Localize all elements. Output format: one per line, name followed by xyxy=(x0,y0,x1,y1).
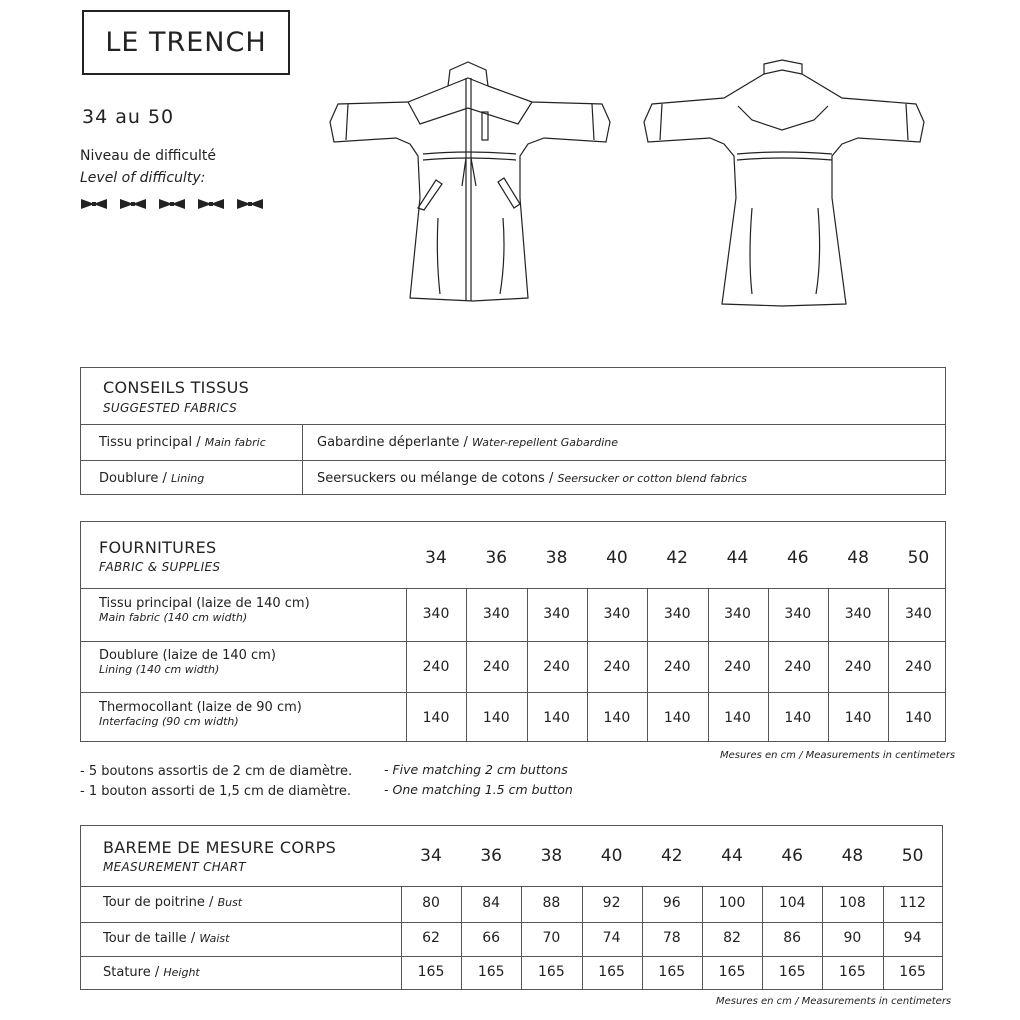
supplies-cell: 140 xyxy=(422,710,450,726)
measurement-header-fr: BAREME DE MESURE CORPS xyxy=(103,838,337,857)
fabric-row-main-value: Gabardine déperlante / Water-repellent Gabardine xyxy=(317,435,619,450)
supplies-cell: 340 xyxy=(603,606,631,622)
difficulty-rating xyxy=(80,198,264,210)
supplies-size-header: 44 xyxy=(726,548,749,568)
measurement-row-label: Stature / Height xyxy=(103,965,200,980)
supplies-header-fr: FOURNITURES xyxy=(99,538,217,557)
measurement-size-header: 36 xyxy=(480,846,502,866)
measurement-header-en: MEASUREMENT CHART xyxy=(103,860,246,874)
supplies-cell: 140 xyxy=(603,710,631,726)
supplies-cell: 240 xyxy=(603,659,631,675)
fabrics-header-fr: CONSEILS TISSUS xyxy=(103,378,250,397)
supplies-cell: 140 xyxy=(784,710,812,726)
measurement-chart xyxy=(80,825,943,990)
bowtie-icon xyxy=(119,198,147,210)
supplies-size-header: 38 xyxy=(545,548,568,568)
supplies-cell: 340 xyxy=(784,606,812,622)
bowtie-icon xyxy=(80,198,108,210)
supplies-cell: 340 xyxy=(724,606,751,622)
measurement-cell: 96 xyxy=(662,895,681,911)
supplies-cell: 140 xyxy=(844,710,872,726)
supplies-table xyxy=(80,521,946,742)
measurement-cell: 82 xyxy=(723,930,741,946)
supplies-row-label: Doublure (laize de 140 cm) Lining (140 cm width) xyxy=(99,648,276,676)
pattern-title: LE TRENCH xyxy=(82,10,290,75)
measurement-cell: 66 xyxy=(482,930,501,946)
measurement-cell: 100 xyxy=(718,895,746,911)
supplies-cell: 340 xyxy=(663,606,691,622)
supplies-row-label: Thermocollant (laize de 90 cm) Interfacing (90 cm width) xyxy=(99,700,302,728)
measurement-cell: 70 xyxy=(542,930,561,946)
supplies-cell: 240 xyxy=(724,659,751,675)
supplies-cell: 140 xyxy=(905,710,932,726)
bowtie-icon xyxy=(197,198,225,210)
size-range: 34 au 50 xyxy=(82,106,175,128)
measurement-cell: 165 xyxy=(778,964,806,980)
fabric-row-lining-label: Doublure / Lining xyxy=(99,471,205,486)
measurement-row-label: Tour de taille / Waist xyxy=(103,931,230,946)
supplies-size-header: 36 xyxy=(485,548,508,568)
suggested-fabrics-table xyxy=(80,367,946,495)
supplies-size-header: 40 xyxy=(606,548,628,568)
bowtie-icon xyxy=(236,198,264,210)
measurement-cell: 104 xyxy=(778,895,806,911)
supplies-cell: 140 xyxy=(543,710,570,726)
measurement-size-header: 50 xyxy=(901,846,924,866)
supplies-cell: 340 xyxy=(543,606,570,622)
supplies-size-header: 34 xyxy=(425,548,447,568)
supplies-cell: 340 xyxy=(844,606,872,622)
supplies-cell: 240 xyxy=(482,659,510,675)
measurement-cell: 78 xyxy=(662,930,681,946)
supplies-cell: 240 xyxy=(422,659,450,675)
trench-front-illustration xyxy=(328,58,613,308)
measurement-cell: 165 xyxy=(658,964,686,980)
measurement-cell: 84 xyxy=(482,895,501,911)
measurement-size-header: 42 xyxy=(660,846,683,866)
measurement-cell: 165 xyxy=(839,964,866,980)
measurement-cell: 92 xyxy=(602,895,621,911)
measurement-cell: 165 xyxy=(598,964,625,980)
measurement-cell: 94 xyxy=(903,930,922,946)
measurement-cell: 165 xyxy=(417,964,445,980)
difficulty-label-fr: Niveau de difficulté xyxy=(80,148,216,164)
measurement-cell: 88 xyxy=(542,895,561,911)
measurement-cell: 80 xyxy=(422,895,440,911)
measurement-cell: 90 xyxy=(843,930,862,946)
supplies-size-header: 48 xyxy=(847,548,869,568)
measurement-cell: 62 xyxy=(422,930,440,946)
trench-back-illustration xyxy=(642,58,927,308)
measurement-size-header: 48 xyxy=(841,846,864,866)
supplies-header-en: FABRIC & SUPPLIES xyxy=(99,560,221,574)
measurement-cell: 165 xyxy=(718,964,746,980)
supplies-cell: 240 xyxy=(905,659,932,675)
measurement-size-header: 34 xyxy=(420,846,442,866)
measurement-cell: 74 xyxy=(602,930,621,946)
buttons-list-en: - Five matching 2 cm buttons - One matching 1.5 cm button xyxy=(384,762,573,797)
measurement-cell: 86 xyxy=(783,930,802,946)
supplies-cell: 240 xyxy=(663,659,691,675)
supplies-size-header: 46 xyxy=(786,548,809,568)
fabric-row-lining-value: Seersuckers ou mélange de cotons / Seersucker or cotton blend fabrics xyxy=(317,471,747,486)
supplies-size-header: 50 xyxy=(907,548,930,568)
measurement-cell: 165 xyxy=(477,964,505,980)
supplies-cell: 140 xyxy=(482,710,510,726)
measurement-cell: 165 xyxy=(538,964,565,980)
measurement-size-header: 46 xyxy=(781,846,803,866)
supplies-cell: 340 xyxy=(482,606,510,622)
supplies-row-label: Tissu principal (laize de 140 cm) Main fabric (140 cm width) xyxy=(99,596,310,624)
supplies-size-header: 42 xyxy=(666,548,688,568)
buttons-list-fr: - 5 boutons assortis de 2 cm de diamètre. - 1 bouton assorti de 1,5 cm de diamètre. xyxy=(80,764,353,799)
measurement-row-label: Tour de poitrine / Bust xyxy=(103,895,243,910)
fabrics-header-en: SUGGESTED FABRICS xyxy=(103,401,238,415)
supplies-cell: 240 xyxy=(543,659,570,675)
bowtie-icon xyxy=(158,198,186,210)
measurement-units-note: Mesures en cm / Measurements in centimeters xyxy=(716,996,952,1007)
measurement-cell: 112 xyxy=(899,895,926,911)
measurement-size-header: 44 xyxy=(721,846,743,866)
supplies-units-note: Mesures en cm / Measurements in centimeters xyxy=(720,750,956,761)
measurement-cell: 165 xyxy=(899,964,926,980)
fabric-row-main-label: Tissu principal / Main fabric xyxy=(99,435,266,450)
difficulty-label-en: Level of difficulty: xyxy=(80,170,206,186)
supplies-cell: 240 xyxy=(784,659,812,675)
supplies-cell: 140 xyxy=(663,710,691,726)
supplies-cell: 240 xyxy=(844,659,872,675)
supplies-cell: 340 xyxy=(422,606,450,622)
measurement-size-header: 38 xyxy=(540,846,563,866)
supplies-cell: 340 xyxy=(905,606,932,622)
measurement-cell: 108 xyxy=(839,895,866,911)
measurement-size-header: 40 xyxy=(600,846,623,866)
supplies-cell: 140 xyxy=(724,710,751,726)
